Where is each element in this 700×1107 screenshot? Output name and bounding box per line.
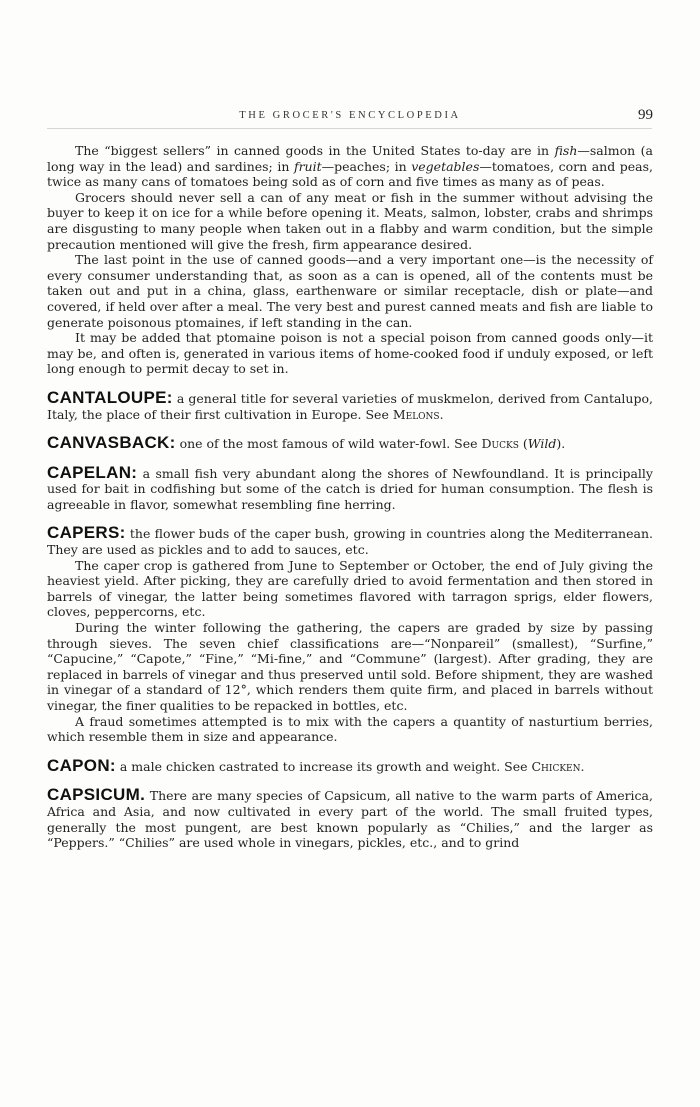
entry-capelan bbox=[47, 462, 653, 513]
cross-reference: Chicken bbox=[531, 758, 581, 774]
entry-capers bbox=[47, 525, 653, 744]
entry-text bbox=[47, 525, 653, 557]
entry-capon bbox=[47, 755, 653, 775]
entry-text bbox=[47, 387, 653, 422]
text-run: The “biggest sellers” in canned goods in the United States to-day are in bbox=[75, 143, 555, 158]
italic-term: Wild bbox=[527, 436, 557, 452]
headword: CANTALOUPE: bbox=[47, 387, 173, 407]
headword: CAPELAN: bbox=[47, 462, 138, 482]
text-run: —peaches; in bbox=[321, 158, 412, 174]
entry-paragraph: A fraud sometimes attempted is to mix with the capers a quantity of nasturtium berries, which resemble them in size and appearance. bbox=[47, 713, 653, 745]
entry-text bbox=[47, 787, 653, 850]
headword: CANVASBACK: bbox=[47, 433, 176, 453]
text-run: . bbox=[580, 758, 585, 774]
entry-text bbox=[47, 462, 653, 513]
text-run: ( bbox=[518, 436, 528, 452]
italic-term: vegetables bbox=[411, 158, 480, 174]
text-run: —salmon (a long way in the lead) and sardines; in bbox=[47, 143, 653, 174]
intro-paragraph-1 bbox=[47, 143, 653, 190]
entry-text bbox=[47, 435, 653, 452]
entry-cantaloupe bbox=[47, 387, 653, 422]
intro-paragraph-4: It may be added that ptomaine poison is not a special poison from canned goods only—it may be, and often is, generated in various items of home-cooked food if unduly exposed, or left long enough to permit decay to set in. bbox=[47, 330, 653, 377]
entry-paragraph: The caper crop is gathered from June to September or October, the end of July giving the heaviest yield. After picking, they are carefully dried to avoid fermentation and then stored in barrels of vinegar, the latter being sometimes flavored with tarragon sprigs, elder flowers, cloves, peppercorns, etc. bbox=[47, 557, 653, 620]
text-run: —tomatoes, corn and peas, twice as many cans of tomatoes being sold as of corn and five times as many as of peas. bbox=[47, 158, 654, 190]
entry-text bbox=[47, 755, 653, 775]
running-head bbox=[0, 107, 700, 128]
page-body bbox=[47, 143, 653, 851]
header-rule bbox=[47, 128, 652, 129]
definition: a small fish very abundant along the shores of Newfoundland. It is principally used for bait in codfishing but some of the catch is dried for human consumption. The flesh is agreeable in flavor, somewhat resembling fine herring. bbox=[47, 465, 653, 512]
definition: There are many species of Capsicum, all native to the warm parts of America, Africa and Asia, and now cultivated in every part of the world. The small fruited types, generally the most pungent, are best known popularly as “Chilies,” and the larger as “Peppers.” “Chilies” are used whole in vinegars, pickles, etc., and to grind bbox=[47, 788, 653, 851]
italic-term: fish bbox=[554, 143, 578, 158]
headword: CAPERS: bbox=[47, 523, 126, 543]
entry-paragraph: During the winter following the gathering, the capers are graded by size by passing through sieves. The seven chief classifications are—“Nonpareil” (smallest), “Surfine,” “Capucine,” “Capote,” “Fine,” “Mi-fine,” and “Commune” (largest). After grading, they are replaced in barrels of vinegar and thus preserved until sold. Before shipment, they are washed in vinegar of a standard of 12°, which renders them quite firm, and placed in barrels without vinegar, the finer qualities to be repacked in bottles, etc. bbox=[47, 620, 653, 713]
entry-canvasback bbox=[47, 435, 653, 452]
cross-reference: Ducks bbox=[481, 436, 519, 452]
definition: a general title for several varieties of muskmelon, derived from Cantalupo, Italy, the place of their first cultivation in Europe. See bbox=[47, 390, 653, 422]
intro-paragraph-3: The last point in the use of canned goods—and a very important one—is the necessity of every consumer understanding that, as soon as a can is opened, all of the contents must be taken out and put in a china, glass, earthenware or similar receptacle, dish or plate—and covered, if held over after a meal. The very best and purest canned meats and fish are liable to generate poisonous ptomaines, if left standing in the can. bbox=[47, 252, 653, 330]
entry-capsicum bbox=[47, 787, 653, 850]
text-run: . bbox=[439, 406, 444, 422]
headword: CAPON: bbox=[47, 755, 116, 775]
page-number: 99 bbox=[638, 107, 653, 123]
intro-paragraph-2: Grocers should never sell a can of any meat or fish in the summer without advising the buyer to keep it on ice for a while before opening it. Meats, salmon, lobster, crabs and shrimps are disgusting to many people when taken out in a flabby and warm condition, but the simple precaution mentioned will give the fresh, firm appearance desired. bbox=[47, 189, 653, 252]
running-title: THE GROCER'S ENCYCLOPEDIA bbox=[239, 110, 461, 121]
definition: a male chicken castrated to increase its growth and weight. See bbox=[119, 758, 532, 774]
definition: the flower buds of the caper bush, growing in countries along the Mediterranean. They are used as pickles and to add to sauces, etc. bbox=[47, 526, 653, 558]
definition: one of the most famous of wild water-fowl. See bbox=[179, 436, 482, 452]
text-run: ). bbox=[556, 436, 566, 452]
headword: CAPSICUM. bbox=[47, 785, 146, 805]
italic-term: fruit bbox=[293, 158, 322, 174]
cross-reference: Melons bbox=[392, 406, 440, 422]
